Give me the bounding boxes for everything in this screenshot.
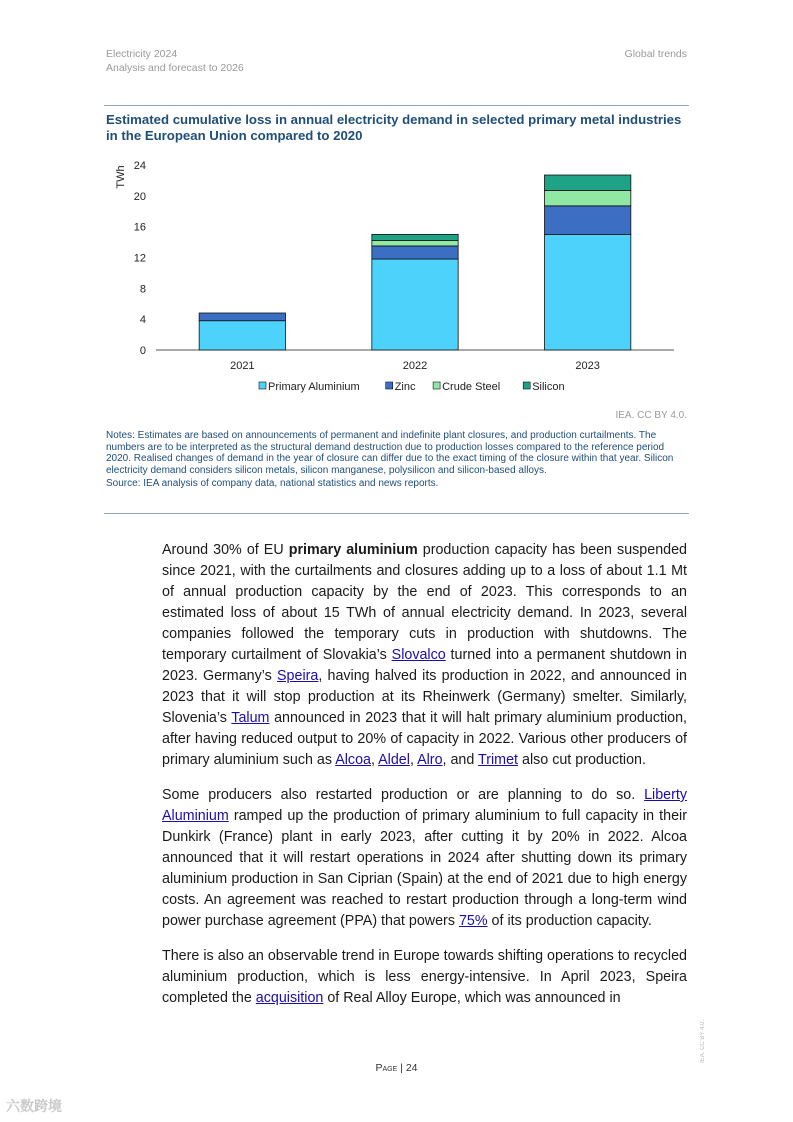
body-text (162, 540, 687, 1023)
notes-text: Notes: Estimates are based on announcements of permanent and indefinite plant closures, and production curtailments. The numbers are to be interpreted as the structural demand destruction due to production losses compared to the reference period 2020. Realised changes of demand in the year of closure can differ due to the exact timing of the closure within that year. Silicon electricity demand considers silicon metals, silicon manganese, polysilicon and silicon-based alloys. (106, 430, 674, 476)
link-trimet[interactable]: Trimet (478, 752, 519, 768)
legend-label: Crude Steel (442, 381, 501, 393)
bar-segment-crude-steel (545, 190, 631, 205)
section-title: Global trends (624, 48, 687, 60)
bold-term: primary aluminium (288, 542, 418, 558)
y-tick-label: 24 (133, 160, 146, 172)
bar-segment-silicon (545, 175, 631, 190)
figure-title: Estimated cumulative loss in annual electricity demand in selected primary metal industries in the European Union compared to 2020 (106, 112, 682, 143)
y-tick-label: 4 (139, 314, 146, 327)
link-talum[interactable]: Talum (231, 710, 270, 726)
bar-segment-crude-steel (372, 241, 458, 246)
legend-label: Zinc (394, 381, 416, 393)
y-tick-label: 12 (133, 252, 146, 265)
page-separator: | (397, 1062, 406, 1074)
figure-attribution: IEA. CC BY 4.0. (615, 410, 687, 421)
link-slovalco[interactable]: Slovalco (391, 647, 446, 663)
y-axis-label: TWh (115, 165, 127, 189)
paragraph-3: There is also an observable trend in Europe towards shifting operations to recycled aluminium production, which is less energy-intensive. In April 2023, Speira completed the acquisition of Real Alloy Europe, which was announced in (162, 948, 687, 1006)
x-tick-label: 2021 (230, 360, 255, 372)
legend-label: Silicon (532, 381, 565, 393)
link-liberty-aluminium[interactable]: Liberty Aluminium (162, 787, 687, 824)
figure-top-rule (104, 105, 689, 106)
y-tick-label: 0 (139, 345, 146, 357)
side-license-note: IEA. CC BY 4.0. (700, 1020, 706, 1063)
paragraph-2: Some producers also restarted production or are planning to do so. Liberty Aluminium ramped up the production of primary aluminium to full capacity in their Dunkirk (France) plant in early 2023, after cutting it by 20% in 2022. Alcoa announced that it will restart operations in 2024 after shutting down its primary aluminium production in San Ciprian (Spain) at the end of 2021 due to high energy costs. An agreement was reached to restart production through a long-term wind power purchase agreement (PPA) that powers 75% of its production capacity. (162, 787, 687, 929)
bar-segment-primary-aluminium (545, 234, 631, 350)
x-tick-label: 2023 (575, 360, 600, 372)
doc-subtitle: Analysis and forecast to 2026 (106, 62, 244, 74)
link-aldel[interactable]: Aldel (378, 752, 410, 768)
link-alro[interactable]: Alro (417, 752, 443, 768)
bar-segment-silicon (372, 234, 458, 240)
stacked-bar-chart (104, 155, 689, 405)
link-speira[interactable]: Speira (277, 668, 319, 684)
bar-segment-zinc (199, 313, 285, 321)
legend-swatch (523, 382, 530, 389)
page-number: 24 (405, 1062, 418, 1074)
y-tick-label: 8 (139, 283, 146, 296)
figure-notes (106, 430, 688, 490)
y-tick-label: 16 (133, 221, 146, 234)
page-footer (0, 1062, 793, 1074)
bar-segment-primary-aluminium (199, 321, 285, 350)
figure-bottom-rule (104, 513, 689, 514)
bar-segment-zinc (545, 206, 631, 235)
y-tick-label: 20 (133, 190, 146, 203)
legend-swatch (433, 382, 440, 389)
doc-title: Electricity 2024 (106, 48, 178, 60)
bar-segment-primary-aluminium (372, 259, 458, 350)
paragraph-1: Around 30% of EU primary aluminium production capacity has been suspended since 2021, with the curtailments and closures adding up to a loss of about 1.1 Mt of annual production capacity by the end of 2023. This corresponds to an estimated loss of about 15 TWh of annual electricity demand. In 2023, several companies followed the temporary cuts in production with shutdowns. The temporary curtailment of Slovakia’s Slovalco turned into a permanent shutdown in 2023. Germany’s Speira, having halved its production in 2022, and announced in 2023 that it will stop production at its Rheinwerk (Germany) smelter. Similarly, Slovenia’s Talum announced in 2023 that it will halt primary aluminium production, after having reduced output to 20% of capacity in 2022. Various other producers of primary aluminium such as Alcoa, Aldel, Alro, and Trimet also cut production. (162, 542, 688, 768)
link-acquisition[interactable]: acquisition (255, 990, 324, 1006)
header-left (106, 47, 244, 75)
page-label: Page (375, 1062, 398, 1074)
watermark-logo: 六数跨境 (6, 1098, 62, 1114)
bar-segment-zinc (372, 246, 458, 259)
legend-swatch (259, 382, 266, 389)
x-tick-label: 2022 (402, 360, 428, 372)
legend-label: Primary Aluminium (268, 381, 360, 393)
legend-swatch (386, 382, 393, 389)
source-text: Source: IEA analysis of company data, national statistics and news reports. (106, 478, 439, 490)
link-alcoa[interactable]: Alcoa (335, 752, 371, 768)
link-75-percent[interactable]: 75% (458, 913, 488, 929)
